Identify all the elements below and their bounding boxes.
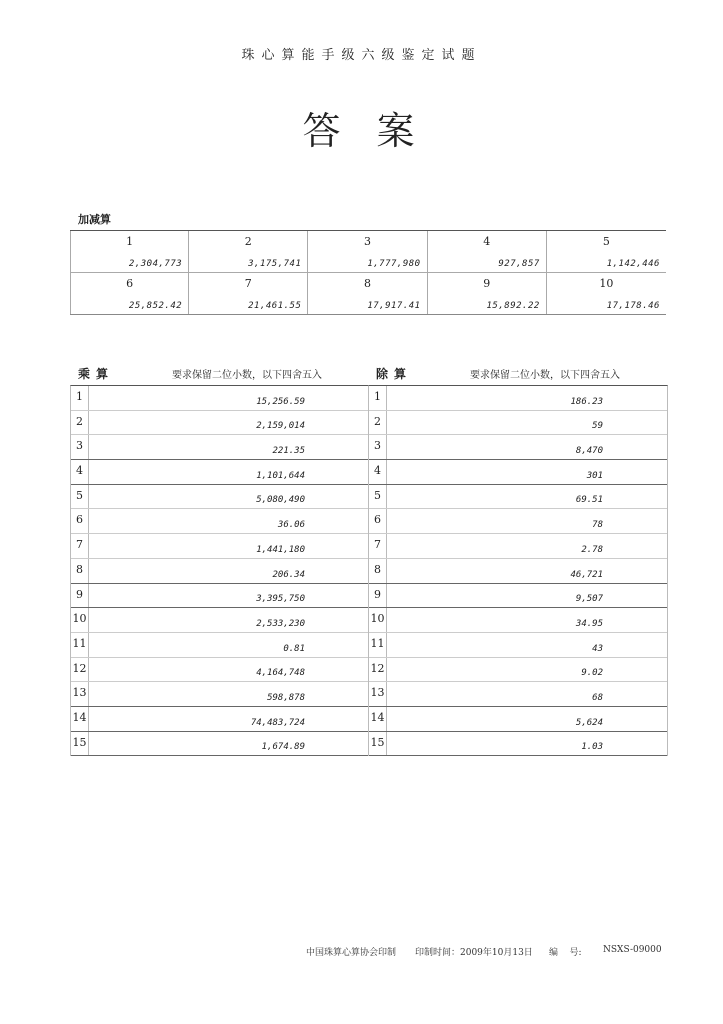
multiply-answer: 5,080,490 — [256, 495, 305, 506]
addsub-answer: 927,857 — [498, 258, 540, 269]
addsub-answer: 1,142,446 — [606, 258, 660, 269]
multiply-table-row — [71, 509, 369, 534]
multiply-table-row — [71, 411, 369, 436]
divide-question-number: 11 — [369, 633, 387, 657]
divide-question-number: 2 — [369, 411, 387, 435]
multiply-table-row — [71, 485, 369, 510]
divide-table-row — [369, 584, 667, 609]
footer-code-label: 编 号: — [549, 948, 582, 958]
multiply-question-number: 13 — [71, 682, 89, 706]
footer-code: NSXS-09000 — [603, 945, 662, 955]
multiply-answer: 36.06 — [277, 520, 305, 531]
multiply-question-number: 8 — [71, 559, 89, 583]
divide-answer: 1.03 — [581, 742, 603, 753]
divide-question-number: 6 — [369, 509, 387, 533]
addsub-question-number: 2 — [244, 235, 252, 248]
multiply-table-row — [71, 732, 369, 757]
multiply-answer-table — [70, 385, 369, 756]
multiply-table-row — [71, 584, 369, 609]
divide-answer: 68 — [592, 692, 603, 703]
divide-table-row — [369, 658, 667, 683]
multiply-question-number: 2 — [71, 411, 89, 435]
divide-table-row — [369, 509, 667, 534]
divide-table-row — [369, 411, 667, 436]
divide-question-number: 5 — [369, 485, 387, 509]
divide-answer: 2.78 — [581, 544, 603, 555]
divide-question-number: 15 — [369, 732, 387, 756]
multiply-question-number: 3 — [71, 435, 89, 459]
addsub-question-number: 3 — [363, 235, 371, 248]
addsub-cell — [70, 231, 189, 273]
multiply-answer: 1,101,644 — [256, 470, 305, 481]
addsub-answer: 17,178.46 — [606, 301, 660, 311]
addsub-cell — [189, 231, 308, 273]
multiply-table-row — [71, 386, 369, 411]
divide-answer: 9.02 — [581, 668, 603, 679]
divide-question-number: 7 — [369, 534, 387, 558]
multiply-answer: 2,159,014 — [256, 421, 305, 432]
divide-answer: 59 — [592, 421, 603, 432]
multiply-section-label: 乘算 — [78, 367, 115, 381]
divide-table-row — [369, 633, 667, 658]
addsub-question-number: 10 — [599, 276, 614, 290]
divide-rounding-note: 要求保留二位小数，以下四舍五入 — [470, 370, 620, 381]
addsub-question-number: 4 — [483, 235, 491, 248]
divide-table-row — [369, 435, 667, 460]
divide-table-row — [369, 460, 667, 485]
multiply-answer: 206.34 — [272, 569, 305, 580]
multiply-question-number: 5 — [71, 485, 89, 509]
multiply-question-number: 6 — [71, 509, 89, 533]
multiply-answer: 1,674.89 — [261, 742, 305, 753]
multiply-table-row — [71, 608, 369, 633]
divide-answer: 301 — [586, 470, 603, 481]
multiply-rounding-note: 要求保留二位小数，以下四舍五入 — [172, 370, 322, 381]
divide-answer: 8,470 — [575, 446, 603, 457]
multiply-answer: 1,441,180 — [256, 544, 305, 555]
divide-answer: 78 — [592, 520, 603, 531]
addsub-cell — [547, 231, 666, 273]
multiply-question-number: 14 — [71, 707, 89, 731]
multiply-answer: 0.81 — [283, 643, 305, 654]
divide-question-number: 12 — [369, 658, 387, 682]
divide-question-number: 4 — [369, 460, 387, 484]
divide-header — [368, 365, 666, 383]
footer-print-date: 印制时间：2009年10月13日 — [415, 948, 533, 958]
divide-table-row — [369, 608, 667, 633]
multiply-question-number: 11 — [71, 633, 89, 657]
addsub-section-label: 加减算 — [78, 213, 111, 226]
multiply-table-row — [71, 534, 369, 559]
addsub-cell — [189, 273, 308, 315]
addsub-cell — [547, 273, 666, 315]
addsub-cell — [70, 273, 189, 315]
addsub-question-number: 8 — [363, 276, 371, 290]
addsub-cell — [428, 273, 547, 315]
footer-org: 中国珠算心算协会印制 — [306, 948, 397, 958]
divide-answer: 46,721 — [570, 569, 603, 580]
multiply-table-row — [71, 707, 369, 732]
multiply-question-number: 12 — [71, 658, 89, 682]
divide-answer: 9,507 — [575, 594, 603, 605]
multiply-answer: 4,164,748 — [256, 668, 305, 679]
divide-question-number: 14 — [369, 707, 387, 731]
addsub-answer: 15,892.22 — [486, 301, 540, 311]
multiply-answer: 2,533,230 — [256, 618, 305, 629]
divide-question-number: 10 — [369, 608, 387, 632]
divide-answer: 5,624 — [575, 717, 603, 728]
multiply-table-row — [71, 633, 369, 658]
document-title: 答案 — [302, 109, 451, 153]
addsub-answer: 2,304,773 — [128, 258, 183, 269]
divide-answer: 34.95 — [575, 618, 603, 629]
divide-table-row — [369, 732, 667, 757]
divide-table-row — [369, 534, 667, 559]
divide-answer-table — [368, 385, 668, 756]
addsub-question-number: 1 — [126, 235, 134, 248]
multiply-table-row — [71, 658, 369, 683]
multiply-table-row — [71, 460, 369, 485]
multiply-header — [70, 365, 368, 383]
addsub-cell — [308, 231, 427, 273]
divide-answer: 69.51 — [575, 495, 603, 506]
addsub-answer: 3,175,741 — [248, 258, 302, 269]
divide-table-row — [369, 559, 667, 584]
addsub-cell — [308, 273, 427, 315]
divide-section-label: 除算 — [376, 367, 413, 381]
divide-question-number: 8 — [369, 559, 387, 583]
divide-table-row — [369, 386, 667, 411]
multiply-table-row — [71, 682, 369, 707]
divide-table-row — [369, 682, 667, 707]
multiply-table-row — [71, 435, 369, 460]
multiply-question-number: 10 — [71, 608, 89, 632]
multiply-table-row — [71, 559, 369, 584]
divide-table-row — [369, 485, 667, 510]
divide-question-number: 13 — [369, 682, 387, 706]
addsub-answer: 25,852.42 — [128, 301, 183, 311]
multiply-question-number: 15 — [71, 732, 89, 756]
divide-question-number: 1 — [369, 386, 387, 410]
multiply-answer: 74,483,724 — [250, 717, 305, 728]
multiply-answer: 598,878 — [267, 692, 305, 703]
divide-table-row — [369, 707, 667, 732]
addsub-cell — [428, 231, 547, 273]
addsub-answer-grid — [70, 230, 666, 315]
divide-answer: 43 — [592, 643, 603, 654]
addsub-question-number: 7 — [244, 276, 252, 290]
addsub-answer: 21,461.55 — [248, 301, 302, 311]
addsub-question-number: 6 — [126, 276, 134, 290]
multiply-question-number: 4 — [71, 460, 89, 484]
addsub-question-number: 9 — [483, 276, 491, 290]
multiply-answer: 15,256.59 — [256, 396, 305, 407]
multiply-answer: 3,395,750 — [256, 594, 305, 605]
multiply-answer: 221.35 — [272, 446, 305, 457]
multiply-question-number: 1 — [71, 386, 89, 410]
multiply-question-number: 9 — [71, 584, 89, 608]
addsub-answer: 1,777,980 — [367, 258, 421, 269]
divide-question-number: 9 — [369, 584, 387, 608]
divide-answer: 186.23 — [570, 396, 603, 407]
document-subtitle: 珠心算能手级六级鉴定试题 — [241, 48, 482, 63]
addsub-question-number: 5 — [602, 235, 610, 248]
multiply-question-number: 7 — [71, 534, 89, 558]
divide-question-number: 3 — [369, 435, 387, 459]
addsub-answer: 17,917.41 — [367, 301, 421, 311]
